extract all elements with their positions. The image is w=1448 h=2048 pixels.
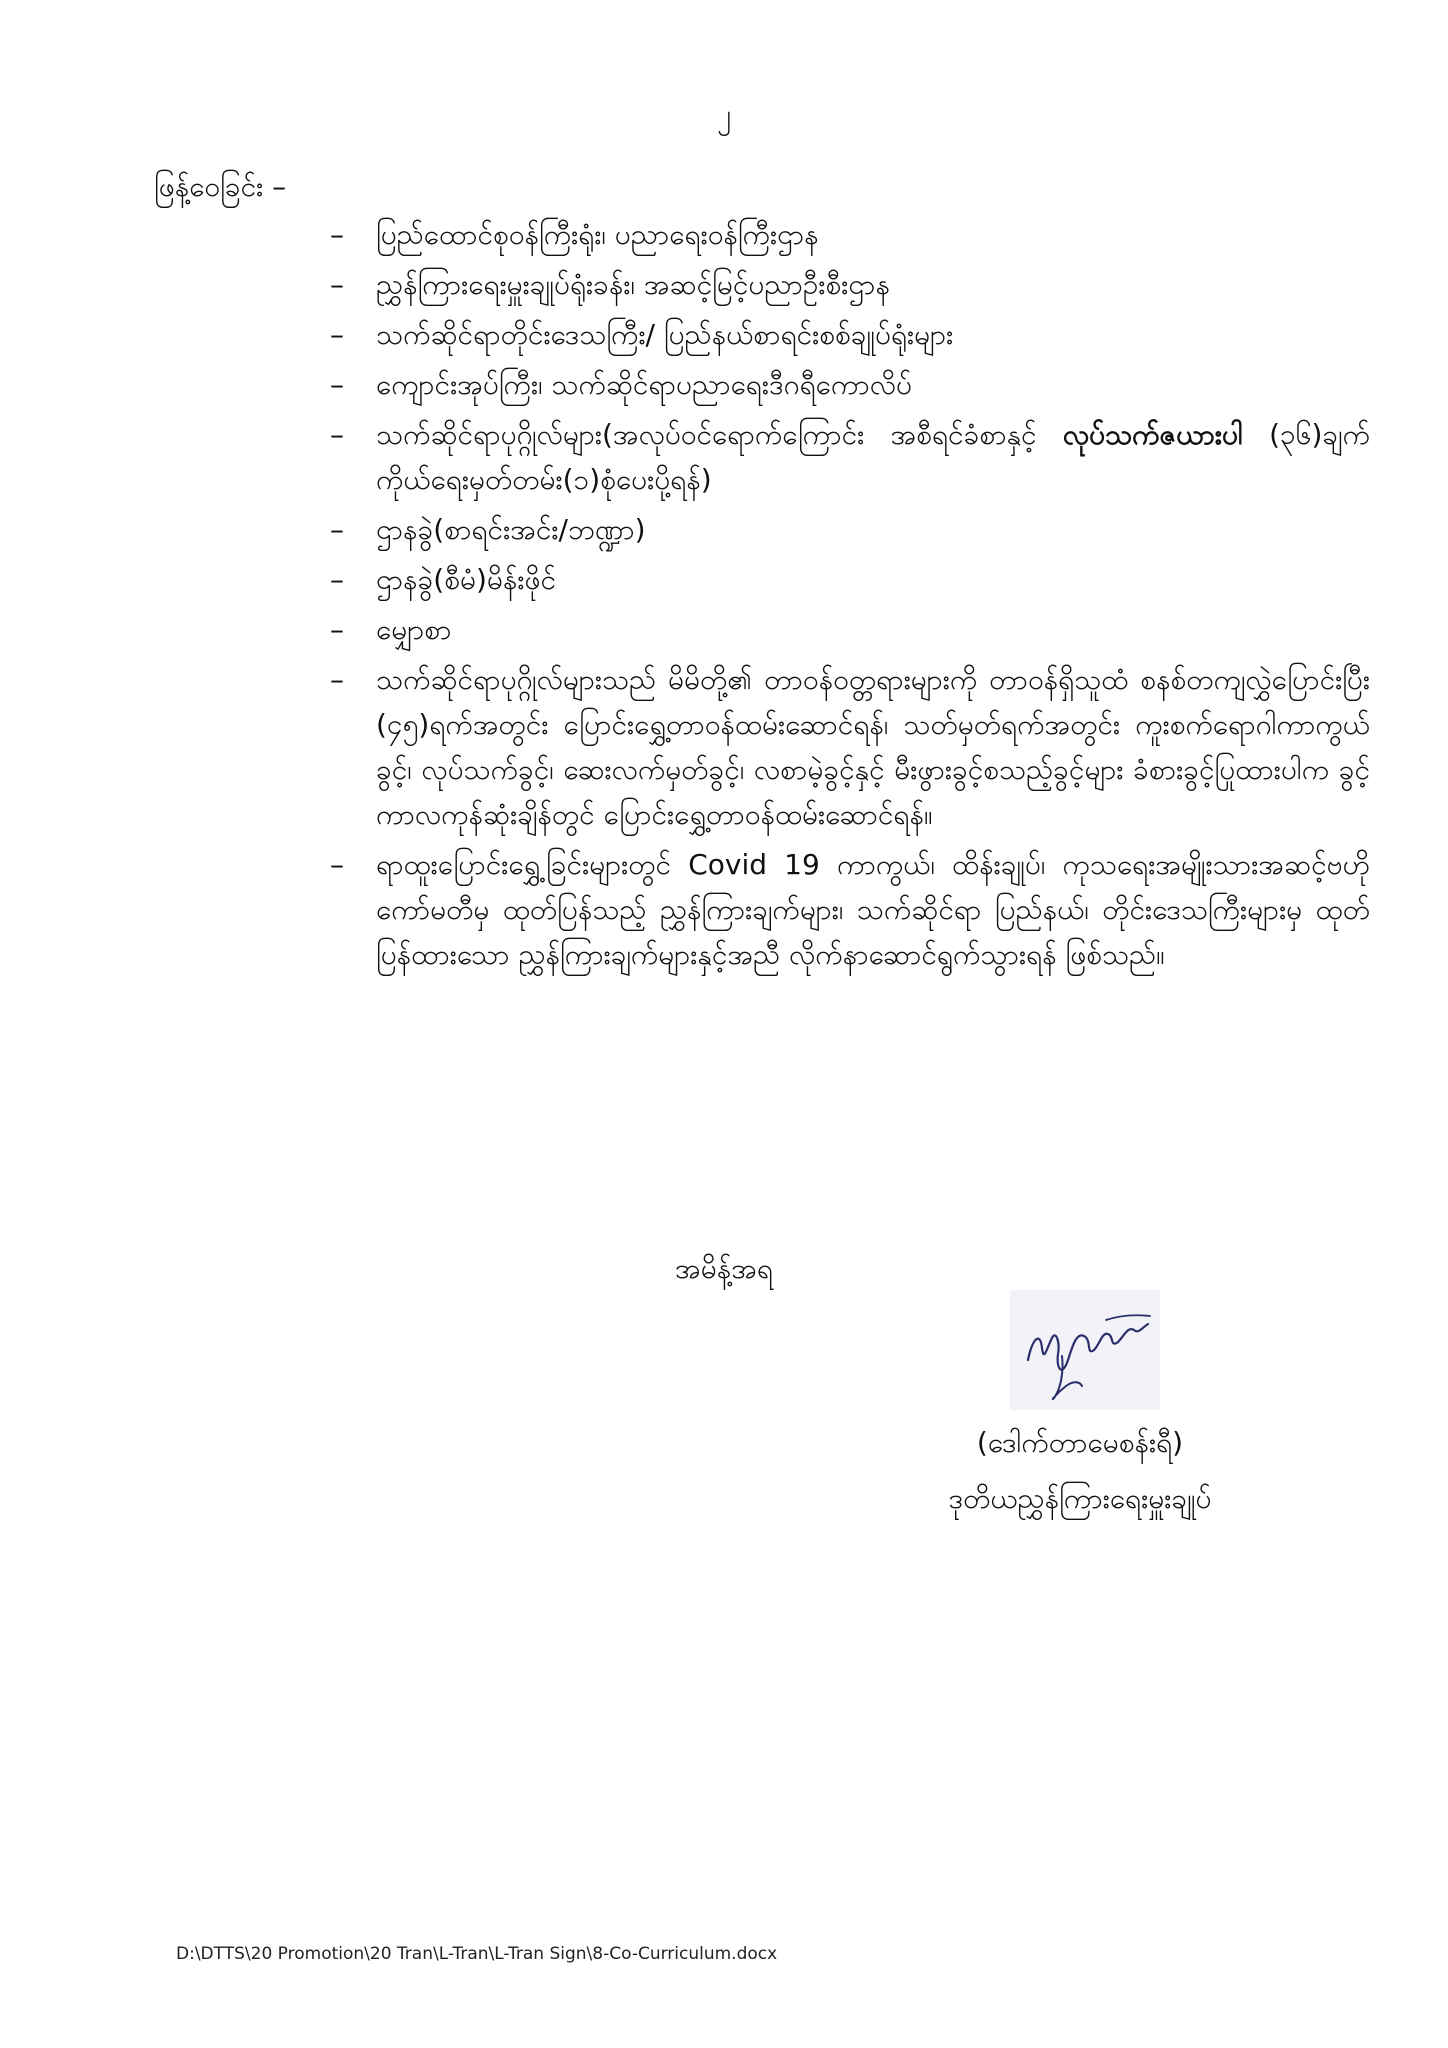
signer-title: ဒုတိယညွှန်ကြားရေးမှူးချုပ်	[948, 1482, 1212, 1515]
distribution-item-text: ကျောင်းအုပ်ကြီး၊ သက်ဆိုင်ရာပညာရေးဒီဂရီကောလိပ်	[376, 368, 913, 401]
distribution-item-text: သက်ဆိုင်ရာပုဂ္ဂိုလ်များသည် မိမိတို့၏ တာဝန်ဝတ္တရားများကို တာဝန်ရှိသူထံ စနစ်တကျလွှဲပြောင်းပြီး (၄၅)ရက်အတွင်း ပြောင်းရွှေ့တာဝန်ထမ်းဆောင်ရန်၊ သတ်မှတ်ရက်အတွင်း ကူးစက်ရောဂါကာကွယ်ခွင့်၊ လုပ်သက်ခွင့်၊ ဆေးလက်မှတ်ခွင့်၊ လစာမဲ့ခွင့်နှင့် မီးဖွားခွင့်စသည့်ခွင့်များ ခံစားခွင့်ပြုထားပါက ခွင့်ကာလကုန်ဆုံးချိန်တွင် ပြောင်းရွှေ့တာဝန်ထမ်းဆောင်ရန်။	[376, 663, 1370, 831]
distribution-item-text: ဌာနခွဲ(စာရင်းအင်း/ဘဏ္ဍာ)	[376, 513, 646, 546]
distribution-item-bold-text: လုပ်သက်ဇယားပါ	[1062, 418, 1243, 451]
distribution-item	[330, 412, 1370, 502]
distribution-item	[330, 842, 1370, 977]
distribution-item-text: ပြည်ထောင်စုဝန်ကြီးရုံး၊ ပညာရေးဝန်ကြီးဌာန	[376, 218, 819, 251]
distribution-list	[330, 212, 1370, 982]
distribution-item	[330, 657, 1370, 837]
footer-file-path: D:\DTTS\20 Promotion\20 Tran\L-Tran\L-Tran Sign\8-Co-Curriculum.docx	[176, 1944, 778, 1964]
distribution-item-tail-text: (၃၆)ချက်ကိုယ်ရေးမှတ်တမ်း(၁)စုံပေးပို့ရန်)	[376, 418, 1371, 496]
distribution-item-text: မျှောစာ	[376, 613, 452, 646]
distribution-item-text: သက်ဆိုင်ရာပုဂ္ဂိုလ်များ(အလုပ်ဝင်ရောက်ကြောင်း အစီရင်ခံစာနှင့်	[376, 418, 1063, 451]
distribution-item	[330, 362, 1370, 407]
signature-image	[1010, 1290, 1160, 1410]
distribution-item-text: ညွှန်ကြားရေးမှူးချုပ်ရုံးခန်း၊ အဆင့်မြင့်ပညာဦးစီးဌာန	[376, 268, 890, 301]
distribution-heading: ဖြန့်ဝေခြင်း –	[154, 170, 287, 203]
list-dash: –	[330, 613, 344, 646]
distribution-item	[330, 212, 1370, 257]
list-dash: –	[330, 513, 344, 546]
list-dash: –	[330, 663, 344, 696]
distribution-item	[330, 312, 1370, 357]
list-dash: –	[330, 318, 344, 351]
distribution-item	[330, 507, 1370, 552]
list-dash: –	[330, 268, 344, 301]
list-dash: –	[330, 418, 344, 451]
signer-name: (ဒေါက်တာမေစန်းရီ)	[976, 1426, 1184, 1459]
list-dash: –	[330, 368, 344, 401]
distribution-item-text: ရာထူးပြောင်းရွှေ့ခြင်းများတွင် Covid 19 ကာကွယ်၊ ထိန်းချုပ်၊ ကုသရေးအမျိုးသားအဆင့်ဗဟိုကော်မတီမှ ထုတ်ပြန်သည့် ညွှန်ကြားချက်များ၊ သက်ဆိုင်ရာ ပြည်နယ်၊ တိုင်းဒေသကြီးများမှ ထုတ်ပြန်ထားသော ညွှန်ကြားချက်များနှင့်အညီ လိုက်နာဆောင်ရွက်သွားရန် ဖြစ်သည်။	[376, 848, 1370, 971]
handwritten-signature-icon	[1010, 1290, 1160, 1410]
page-number: ၂	[717, 98, 731, 131]
list-dash: –	[330, 563, 344, 596]
list-dash: –	[330, 848, 344, 881]
distribution-item-text: သက်ဆိုင်ရာတိုင်းဒေသကြီး/ ပြည်နယ်စာရင်းစစ်ချုပ်ရုံးများ	[376, 318, 954, 351]
distribution-item	[330, 262, 1370, 307]
list-dash: –	[330, 218, 344, 251]
distribution-item	[330, 557, 1370, 602]
closing-phrase: အမိန့်အရ	[675, 1252, 773, 1285]
distribution-item-text: ဌာနခွဲ(စီမံ)မိန်းဖိုင်	[376, 563, 557, 596]
distribution-item	[330, 607, 1370, 652]
